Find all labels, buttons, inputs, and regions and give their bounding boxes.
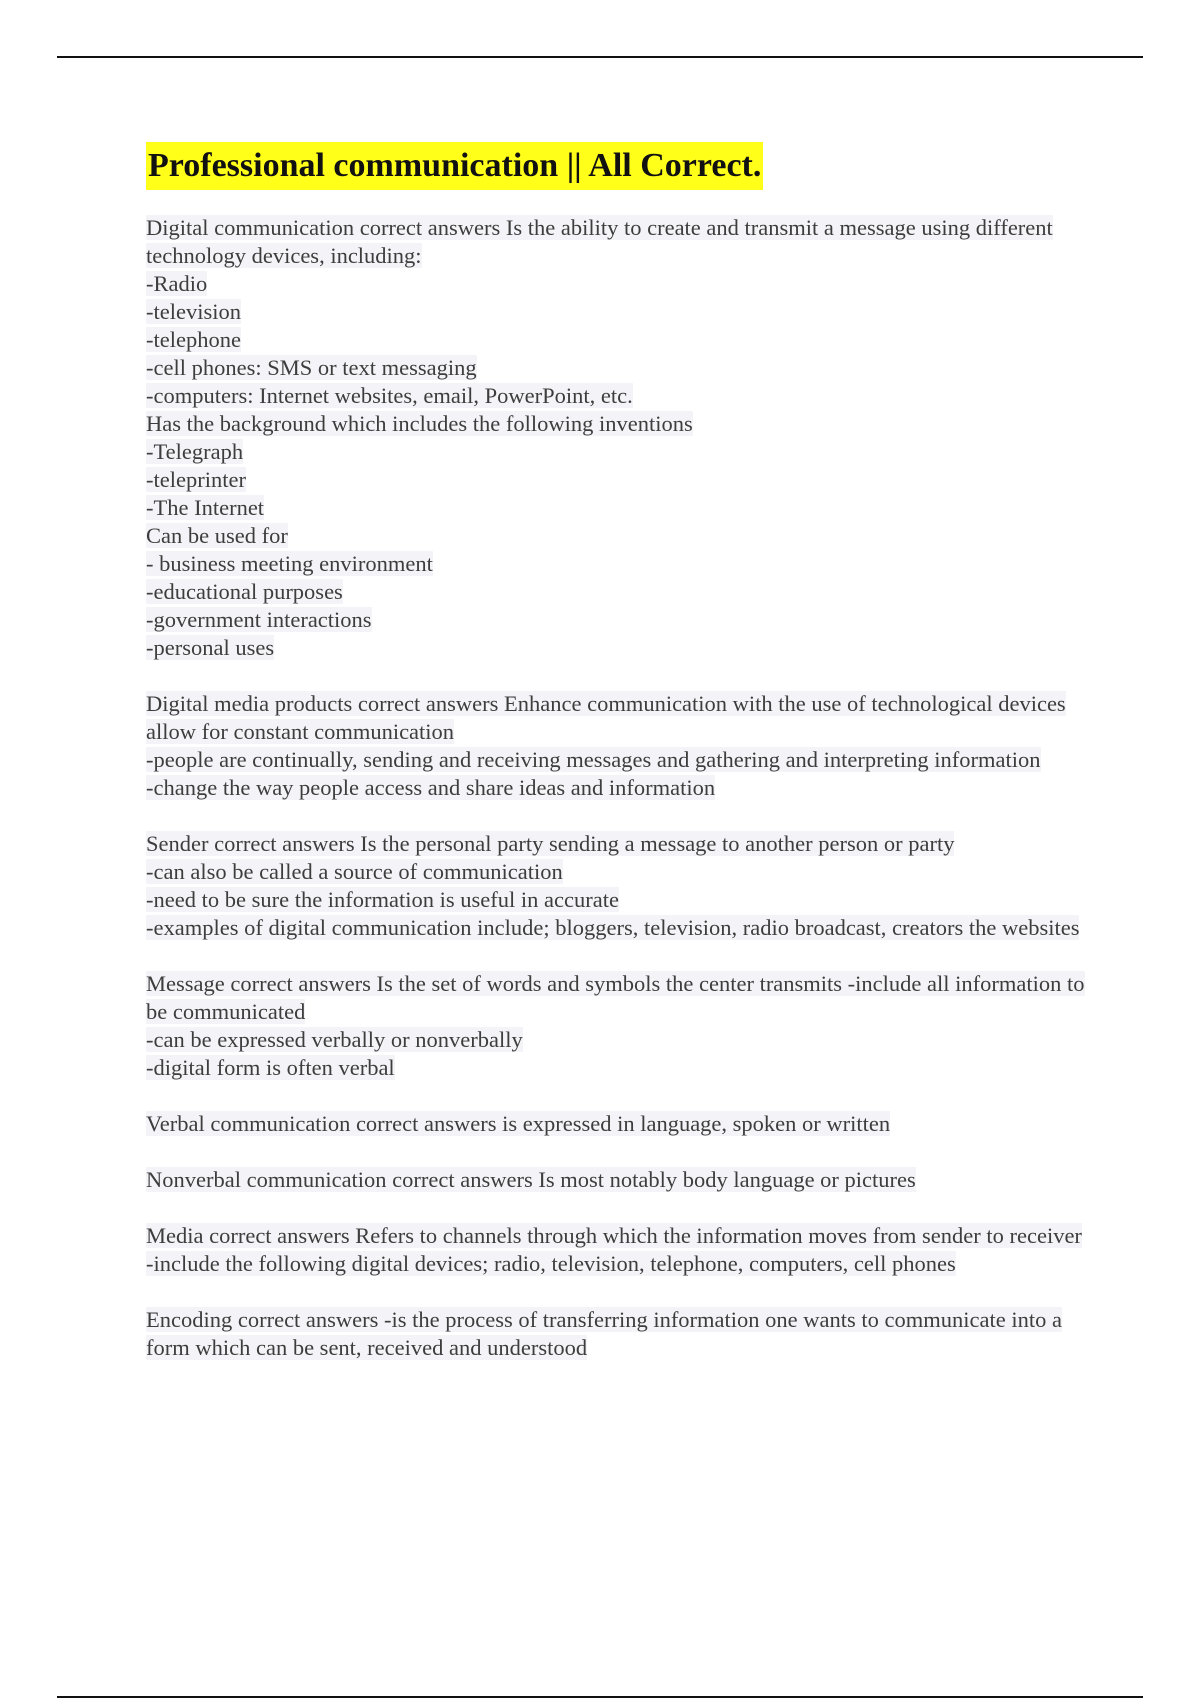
line-text: -need to be sure the information is useful in accurate — [146, 887, 619, 912]
line-text: Verbal communication correct answers is expressed in language, spoken or written — [146, 1111, 891, 1136]
line-text: -Radio — [146, 271, 208, 296]
entry-term-line — [146, 690, 1086, 746]
entry-detail-line — [146, 550, 1086, 578]
entry-term-line — [146, 1166, 1086, 1194]
document-body — [146, 214, 1086, 1362]
entry-detail-line — [146, 326, 1086, 354]
qa-entry — [146, 830, 1086, 942]
document-title: Professional communication || All Correct. — [146, 142, 763, 190]
entry-detail-line — [146, 382, 1086, 410]
entry-detail-line — [146, 1250, 1086, 1278]
line-text: -can be expressed verbally or nonverbally — [146, 1027, 523, 1052]
line-text: -examples of digital communication include; bloggers, television, radio broadcast, creators the websites — [146, 915, 1080, 940]
top-rule — [57, 56, 1143, 58]
entry-detail-line — [146, 1054, 1086, 1082]
line-text: Digital communication correct answers Is the ability to create and transmit a message using different technology devices, including: — [146, 215, 1053, 268]
entry-detail-line — [146, 634, 1086, 662]
entry-term-line — [146, 830, 1086, 858]
line-text: Sender correct answers Is the personal party sending a message to another person or party — [146, 831, 955, 856]
line-text: -teleprinter — [146, 467, 246, 492]
line-text: - business meeting environment — [146, 551, 433, 576]
entry-detail-line — [146, 354, 1086, 382]
entry-detail-line — [146, 466, 1086, 494]
line-text: -personal uses — [146, 635, 275, 660]
line-text: -include the following digital devices; radio, television, telephone, computers, cell phones — [146, 1251, 956, 1276]
entry-detail-line — [146, 606, 1086, 634]
entry-detail-line — [146, 746, 1086, 774]
entry-term-line — [146, 214, 1086, 270]
bottom-rule — [57, 1696, 1143, 1698]
line-text: -telephone — [146, 327, 241, 352]
entry-detail-line — [146, 858, 1086, 886]
entry-detail-line — [146, 298, 1086, 326]
qa-entry — [146, 1110, 1086, 1138]
qa-entry — [146, 970, 1086, 1082]
line-text: Has the background which includes the following inventions — [146, 411, 693, 436]
entry-term-line — [146, 1222, 1086, 1250]
qa-entry — [146, 214, 1086, 662]
entry-detail-line — [146, 410, 1086, 438]
line-text: -digital form is often verbal — [146, 1055, 395, 1080]
entry-term-line — [146, 970, 1086, 1026]
entry-term-line — [146, 1110, 1086, 1138]
entry-detail-line — [146, 522, 1086, 550]
line-text: Encoding correct answers -is the process of transferring information one wants to communicate into a form which can be sent, received and understood — [146, 1307, 1062, 1360]
line-text: Message correct answers Is the set of words and symbols the center transmits -include all information to be communicated — [146, 971, 1085, 1024]
qa-entry — [146, 690, 1086, 802]
line-text: -television — [146, 299, 241, 324]
line-text: -government interactions — [146, 607, 372, 632]
line-text: Can be used for — [146, 523, 288, 548]
line-text: -change the way people access and share ideas and information — [146, 775, 716, 800]
line-text: -The Internet — [146, 495, 265, 520]
entry-detail-line — [146, 438, 1086, 466]
document-page — [146, 142, 1086, 1390]
line-text: -educational purposes — [146, 579, 343, 604]
line-text: -can also be called a source of communication — [146, 859, 563, 884]
entry-detail-line — [146, 886, 1086, 914]
line-text: Media correct answers Refers to channels through which the information moves from sender to receiver — [146, 1223, 1082, 1248]
entry-term-line — [146, 1306, 1086, 1362]
line-text: Nonverbal communication correct answers Is most notably body language or pictures — [146, 1167, 916, 1192]
entry-detail-line — [146, 914, 1086, 942]
line-text: -computers: Internet websites, email, PowerPoint, etc. — [146, 383, 633, 408]
line-text: -people are continually, sending and receiving messages and gathering and interpreting information — [146, 747, 1041, 772]
line-text: -cell phones: SMS or text messaging — [146, 355, 477, 380]
qa-entry — [146, 1222, 1086, 1278]
line-text: -Telegraph — [146, 439, 244, 464]
entry-detail-line — [146, 494, 1086, 522]
qa-entry — [146, 1306, 1086, 1362]
entry-detail-line — [146, 1026, 1086, 1054]
entry-detail-line — [146, 270, 1086, 298]
entry-detail-line — [146, 578, 1086, 606]
line-text: Digital media products correct answers Enhance communication with the use of technological devices allow for constant communication — [146, 691, 1066, 744]
qa-entry — [146, 1166, 1086, 1194]
entry-detail-line — [146, 774, 1086, 802]
